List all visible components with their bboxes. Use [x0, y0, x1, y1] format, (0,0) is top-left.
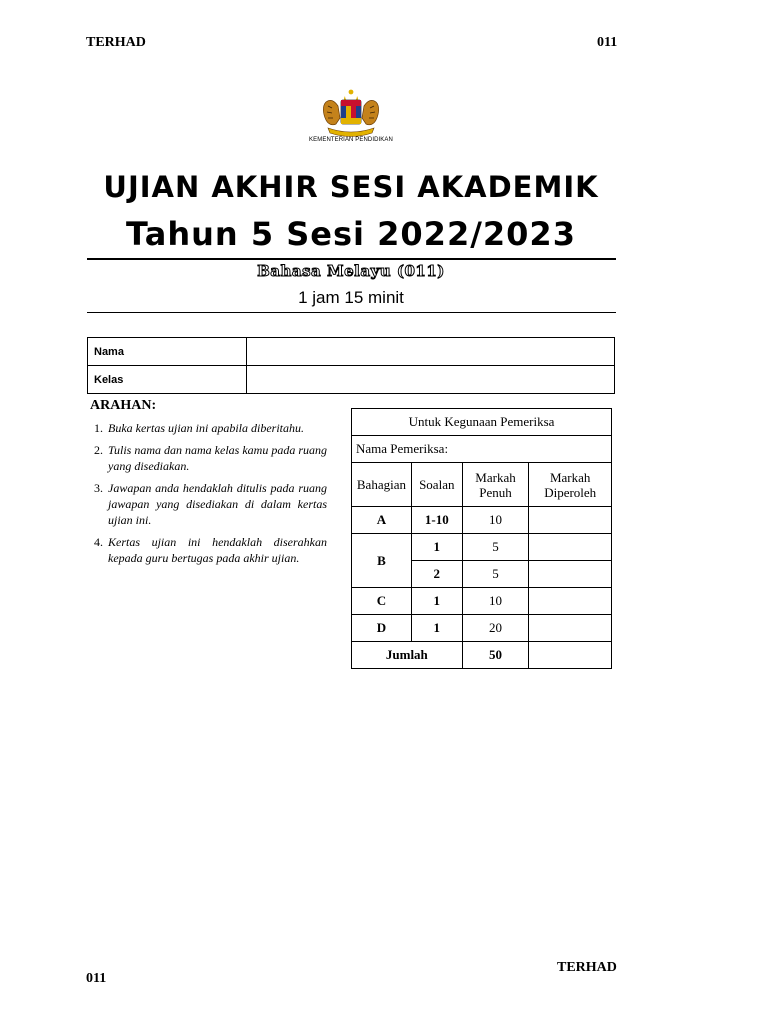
row-bahagian: B	[352, 534, 412, 588]
col-bahagian: Bahagian	[352, 463, 412, 507]
row-markah-diperoleh[interactable]	[529, 588, 612, 615]
divider-bottom	[87, 312, 616, 313]
row-markah-diperoleh[interactable]	[529, 507, 612, 534]
row-soalan: 1	[411, 588, 462, 615]
ministry-crest-icon	[318, 88, 384, 138]
exam-title: UJIAN AKHIR SESI AKADEMIK	[103, 170, 599, 204]
examiner-name-row	[352, 436, 612, 463]
row-soalan: 2	[411, 561, 462, 588]
row-soalan: 1	[411, 534, 462, 561]
examiner-table	[351, 408, 612, 669]
examiner-name-label: Nama Pemeriksa:	[352, 436, 612, 463]
examiner-title: Untuk Kegunaan Pemeriksa	[352, 409, 612, 436]
table-row	[352, 507, 612, 534]
row-markah-penuh: 10	[462, 507, 529, 534]
table-row	[352, 615, 612, 642]
table-row	[352, 534, 612, 561]
row-bahagian: D	[352, 615, 412, 642]
instructions-list	[90, 420, 327, 572]
class-label: Kelas	[88, 366, 247, 394]
ministry-caption: KEMENTERIAN PENDIDIKAN	[309, 137, 393, 143]
student-class-row	[88, 366, 615, 394]
name-label: Nama	[88, 338, 247, 366]
exam-subtitle: Tahun 5 Sesi 2022/2023	[126, 215, 576, 253]
instruction-item: 3. Jawapan anda hendaklah ditulis pada ruang jawapan yang disediakan di dalam kertas ujian ini.	[94, 481, 327, 527]
row-markah-diperoleh[interactable]	[529, 615, 612, 642]
footer-paper-code: 011	[86, 971, 107, 986]
instruction-item: 1. Buka kertas ujian ini apabila diberitahu.	[94, 421, 304, 435]
row-markah-penuh: 5	[462, 534, 529, 561]
divider-top	[87, 258, 616, 260]
student-name-row	[88, 338, 615, 366]
row-markah-penuh: 10	[462, 588, 529, 615]
instructions-title: ARAHAN:	[90, 398, 157, 413]
student-info-table	[87, 337, 615, 394]
total-value: 50	[462, 642, 529, 669]
name-field[interactable]	[247, 338, 615, 366]
subject-name: Bahasa Melayu (011)	[257, 262, 445, 280]
row-markah-diperoleh[interactable]	[529, 561, 612, 588]
footer-classification: TERHAD	[557, 960, 617, 975]
col-soalan: Soalan	[411, 463, 462, 507]
row-soalan: 1-10	[411, 507, 462, 534]
total-obtained[interactable]	[529, 642, 612, 669]
exam-duration: 1 jam 15 minit	[298, 288, 404, 307]
row-markah-penuh: 20	[462, 615, 529, 642]
row-soalan: 1	[411, 615, 462, 642]
col-markah-diperoleh: Markah Diperoleh	[529, 463, 612, 507]
table-row	[352, 588, 612, 615]
row-bahagian: C	[352, 588, 412, 615]
total-row	[352, 642, 612, 669]
examiner-header-row	[352, 463, 612, 507]
instruction-item: 2. Tulis nama dan nama kelas kamu pada ruang yang disediakan.	[94, 443, 327, 473]
instruction-item: 4. Kertas ujian ini hendaklah diserahkan kepada guru bertugas pada akhir ujian.	[94, 535, 327, 565]
col-markah-penuh: Markah Penuh	[462, 463, 529, 507]
row-markah-penuh: 5	[462, 561, 529, 588]
row-markah-diperoleh[interactable]	[529, 534, 612, 561]
row-bahagian: A	[352, 507, 412, 534]
class-field[interactable]	[247, 366, 615, 394]
header-classification: TERHAD	[86, 35, 146, 50]
examiner-title-row	[352, 409, 612, 436]
header-paper-code: 011	[597, 35, 618, 50]
total-label: Jumlah	[352, 642, 463, 669]
